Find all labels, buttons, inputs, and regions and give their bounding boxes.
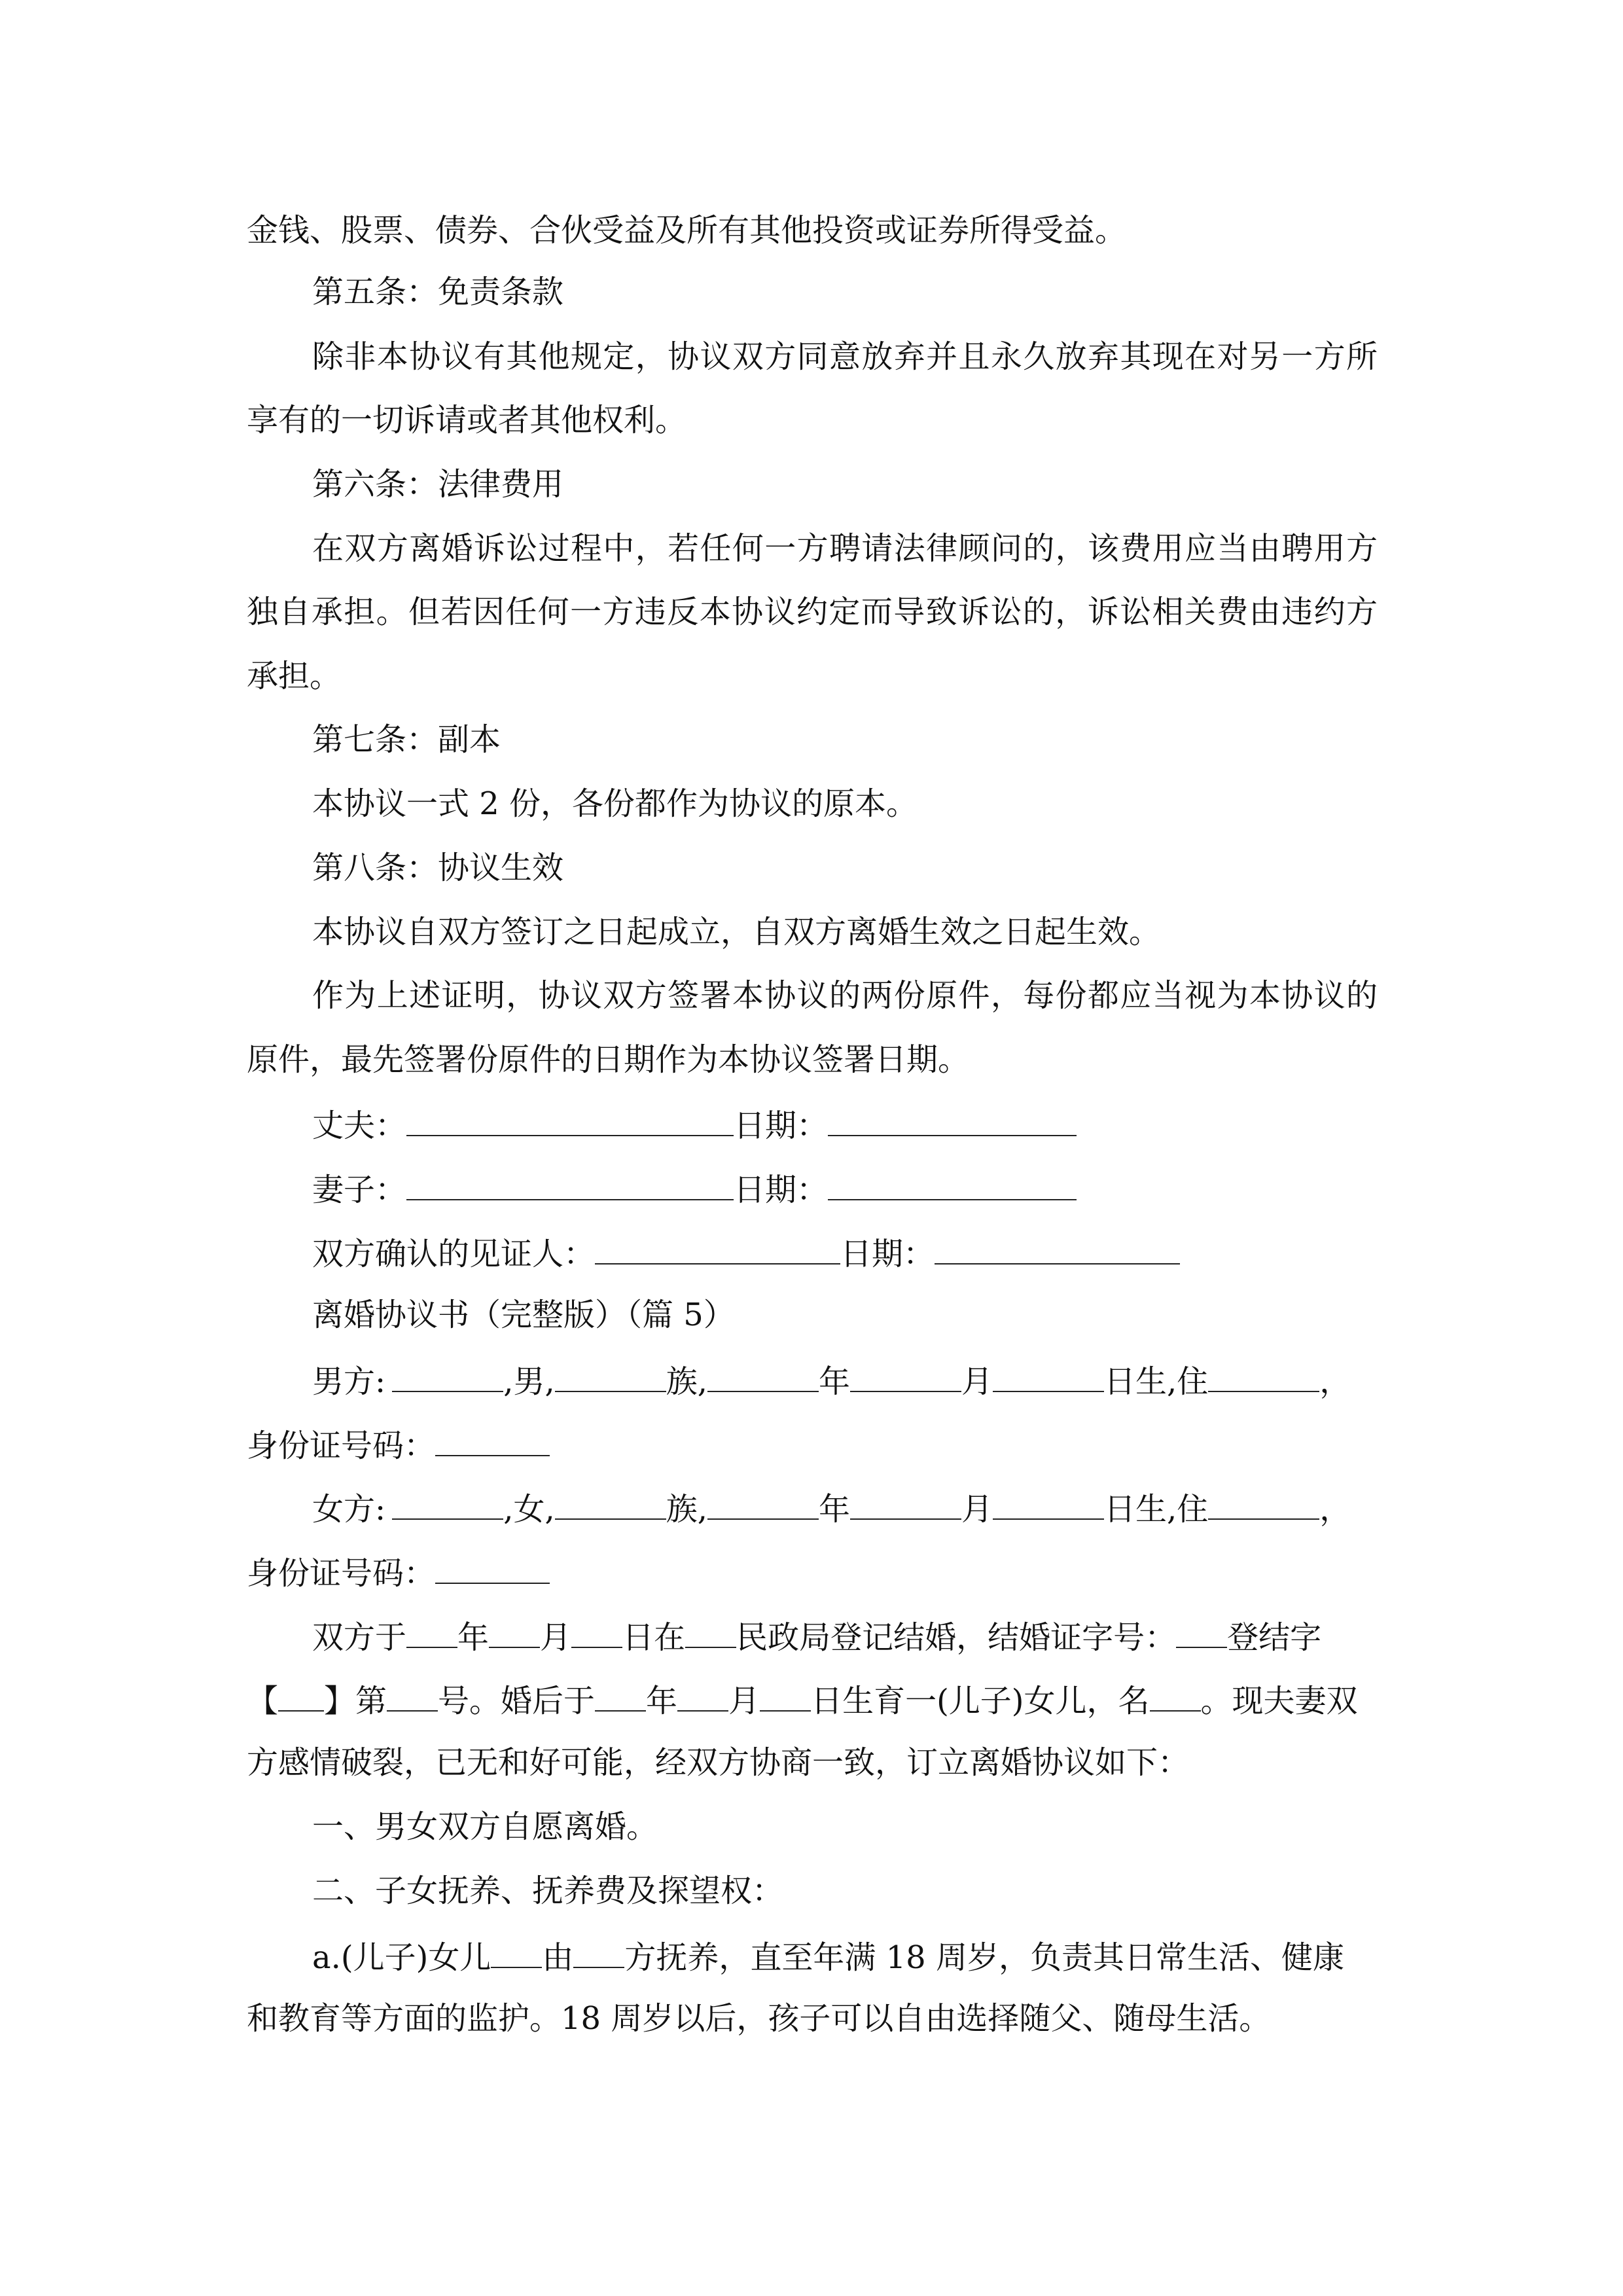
witness-date-blank[interactable] [935, 1232, 1180, 1265]
male-sex: ,男, [503, 1363, 555, 1400]
female-name-blank[interactable] [392, 1487, 503, 1520]
female-month-label: 月 [961, 1491, 993, 1528]
article-8-body: 本协议自双方签订之日起成立，自双方离婚生效之日起生效。 [312, 914, 1161, 950]
female-id-row [247, 1551, 550, 1593]
registration-row-1 [312, 1615, 1321, 1657]
reg-day-label: 日在 [622, 1619, 686, 1656]
husband-signature-row [312, 1103, 1077, 1145]
wife-signature-row [312, 1168, 1077, 1210]
wife-date-label: 日期： [734, 1172, 829, 1208]
clause-a-part-1: a.(儿子)女儿 [312, 1939, 491, 1976]
husband-signature-blank[interactable] [406, 1103, 734, 1136]
clause-a-part-2: 由 [542, 1939, 574, 1976]
witness-label: 双方确认的见证人： [312, 1236, 596, 1272]
reg-cert-prefix-blank[interactable] [1176, 1615, 1227, 1648]
reg-year-label: 年 [457, 1619, 490, 1656]
male-party-row [312, 1359, 1351, 1401]
clause-a-row-2: 和教育等方面的监护。18 周岁以后，孩子可以自由选择随父、随母生活。 [247, 2000, 1271, 2037]
female-comma: ， [1319, 1491, 1351, 1528]
female-label: 女方: [312, 1491, 386, 1528]
female-year-blank[interactable] [707, 1487, 819, 1520]
article-7-heading: 第七条：副本 [312, 721, 501, 758]
male-id-label: 身份证号码： [247, 1427, 436, 1464]
reg-cert-number-blank[interactable] [387, 1679, 438, 1712]
female-sex: ,女, [503, 1491, 555, 1528]
male-id-blank[interactable] [435, 1424, 550, 1456]
wife-label: 妻子： [312, 1172, 407, 1208]
registration-row-3: 方感情破裂，已无和好可能，经双方协商一致，订立离婚协议如下： [247, 1744, 1190, 1781]
clause-2: 二、子女抚养、抚养费及探望权： [312, 1873, 784, 1909]
female-ethnic-label: 族, [666, 1491, 707, 1528]
child-birth-label: 日生育一(儿子)女儿，名 [811, 1683, 1150, 1719]
article-8-heading: 第八条：协议生效 [312, 850, 564, 886]
reg-bureau-blank[interactable] [685, 1615, 736, 1648]
article-6-heading: 第六条：法律费用 [312, 466, 564, 503]
male-ethnic-blank[interactable] [555, 1359, 666, 1392]
husband-date-blank[interactable] [828, 1103, 1077, 1136]
male-name-blank[interactable] [392, 1359, 503, 1392]
female-id-label: 身份证号码： [247, 1555, 436, 1592]
witness-date-label: 日期： [840, 1236, 935, 1272]
reg-dengjiezi: 登结字 [1227, 1619, 1322, 1656]
female-born-label: 日生,住 [1104, 1491, 1209, 1528]
female-address-blank[interactable] [1208, 1487, 1319, 1520]
reg-intro: 双方于 [312, 1619, 407, 1656]
witness-signature-blank[interactable] [595, 1232, 840, 1265]
reg-day-blank[interactable] [571, 1615, 622, 1648]
male-month-blank[interactable] [850, 1359, 961, 1392]
child-birth-day-blank[interactable] [760, 1679, 811, 1712]
witness-statement-line-2: 原件，最先签署份原件的日期作为本协议签署日期。 [247, 1041, 970, 1078]
female-ethnic-blank[interactable] [555, 1487, 666, 1520]
female-id-blank[interactable] [435, 1551, 550, 1584]
custody-party-blank[interactable] [573, 1935, 624, 1968]
male-comma: ， [1319, 1363, 1351, 1400]
article-5-line-2: 享有的一切诉请或者其他权利。 [247, 402, 687, 439]
witness-statement-line-1: 作为上述证明，协议双方签署本协议的两份原件，每份都应当视为本协议的 [312, 977, 1378, 1014]
male-month-label: 月 [961, 1363, 993, 1400]
section-title: 离婚协议书（完整版）（篇 5） [312, 1297, 735, 1333]
custody-child-blank[interactable] [491, 1935, 542, 1968]
witness-signature-row [312, 1232, 1180, 1274]
female-year-label: 年 [818, 1491, 850, 1528]
reg-bracket-open: 【 [247, 1683, 279, 1719]
article-6-line-2: 独自承担。但若因任何一方违反本协议约定而导致诉讼的，诉讼相关费由违约方 [247, 594, 1378, 630]
child-birth-year-label: 年 [646, 1683, 678, 1719]
child-birth-year-blank[interactable] [595, 1679, 646, 1712]
article-6-line-1: 在双方离婚诉讼过程中，若任何一方聘请法律顾问的，该费用应当由聘用方 [312, 530, 1378, 567]
reg-bureau-label: 民政局登记结婚，结婚证字号： [736, 1619, 1177, 1656]
child-birth-month-label: 月 [728, 1683, 760, 1719]
child-birth-month-blank[interactable] [677, 1679, 728, 1712]
male-day-blank[interactable] [993, 1359, 1104, 1392]
male-label: 男方: [312, 1363, 386, 1400]
female-day-blank[interactable] [993, 1487, 1104, 1520]
reg-tail: 。现夫妻双 [1200, 1683, 1358, 1719]
wife-signature-blank[interactable] [406, 1168, 734, 1200]
child-name-blank[interactable] [1150, 1679, 1201, 1712]
reg-bracket-close: 】第 [324, 1683, 387, 1719]
reg-cert-year-blank[interactable] [278, 1679, 324, 1712]
husband-label: 丈夫： [312, 1107, 407, 1144]
article-7-body: 本协议一式 2 份，各份都作为协议的原本。 [312, 785, 918, 822]
clause-a-row-1 [312, 1935, 1344, 1977]
reg-year-blank[interactable] [406, 1615, 457, 1648]
clause-a-part-3: 方抚养，直至年满 18 周岁，负责其日常生活、健康 [624, 1939, 1344, 1976]
husband-date-label: 日期： [734, 1107, 829, 1144]
registration-row-2 [247, 1679, 1358, 1721]
male-year-blank[interactable] [707, 1359, 819, 1392]
paragraph-tail: 金钱、股票、债券、合伙受益及所有其他投资或证券所得受益。 [247, 212, 1127, 249]
article-5-heading: 第五条：免责条款 [312, 274, 564, 310]
reg-hao-label: 号。婚后于 [438, 1683, 596, 1719]
female-party-row [312, 1487, 1351, 1529]
male-address-blank[interactable] [1208, 1359, 1319, 1392]
male-ethnic-label: 族, [666, 1363, 707, 1400]
reg-month-label: 月 [540, 1619, 572, 1656]
female-month-blank[interactable] [850, 1487, 961, 1520]
wife-date-blank[interactable] [828, 1168, 1077, 1200]
clause-1: 一、男女双方自愿离婚。 [312, 1808, 658, 1845]
male-born-label: 日生,住 [1104, 1363, 1209, 1400]
male-year-label: 年 [818, 1363, 850, 1400]
article-5-line-1: 除非本协议有其他规定，协议双方同意放弃并且永久放弃其现在对另一方所 [312, 338, 1378, 375]
reg-month-blank[interactable] [489, 1615, 540, 1648]
male-id-row [247, 1424, 550, 1465]
article-6-line-3: 承担。 [247, 658, 342, 694]
